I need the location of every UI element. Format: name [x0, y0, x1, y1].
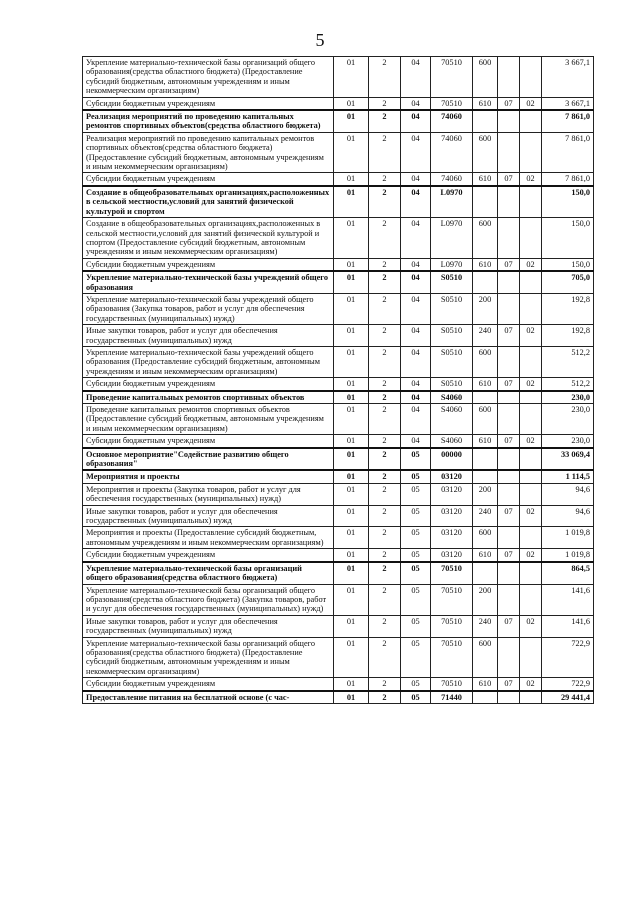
- code-cell: 02: [520, 97, 542, 110]
- code-cell: [498, 527, 520, 549]
- table-row: [83, 346, 594, 377]
- code-cell: L0970: [431, 258, 473, 271]
- code-cell: S0510: [431, 293, 473, 324]
- code-cell: 70510: [431, 57, 473, 98]
- code-cell: 2: [369, 57, 401, 98]
- amount-cell: 7 861,0: [542, 110, 594, 132]
- code-cell: 2: [369, 505, 401, 527]
- table-row: [83, 293, 594, 324]
- table-row: [83, 637, 594, 678]
- code-cell: 01: [334, 97, 369, 110]
- code-cell: [498, 391, 520, 404]
- code-cell: [498, 110, 520, 132]
- code-cell: 04: [401, 293, 431, 324]
- code-cell: 03120: [431, 505, 473, 527]
- code-cell: 01: [334, 110, 369, 132]
- code-cell: 01: [334, 448, 369, 471]
- code-cell: 01: [334, 505, 369, 527]
- code-cell: 07: [498, 549, 520, 562]
- code-cell: [520, 293, 542, 324]
- code-cell: 01: [334, 584, 369, 615]
- table-row: [83, 615, 594, 637]
- amount-cell: 1 114,5: [542, 470, 594, 483]
- code-cell: 2: [369, 584, 401, 615]
- code-cell: 02: [520, 615, 542, 637]
- code-cell: 2: [369, 110, 401, 132]
- table-row: [83, 448, 594, 471]
- code-cell: 01: [334, 562, 369, 584]
- code-cell: [498, 218, 520, 259]
- code-cell: [520, 527, 542, 549]
- code-cell: 74060: [431, 173, 473, 186]
- code-cell: 02: [520, 435, 542, 448]
- code-cell: 07: [498, 97, 520, 110]
- code-cell: 04: [401, 186, 431, 218]
- amount-cell: 722,9: [542, 637, 594, 678]
- amount-cell: 150,0: [542, 186, 594, 218]
- amount-cell: 1 019,8: [542, 549, 594, 562]
- code-cell: 01: [334, 378, 369, 391]
- amount-cell: 230,0: [542, 404, 594, 435]
- amount-cell: 192,8: [542, 293, 594, 324]
- row-name-cell: Иные закупки товаров, работ и услуг для обеспечения государственных (муниципальных) нужд: [83, 325, 334, 347]
- code-cell: 04: [401, 173, 431, 186]
- code-cell: [520, 186, 542, 218]
- code-cell: 70510: [431, 562, 473, 584]
- code-cell: [520, 637, 542, 678]
- code-cell: 2: [369, 615, 401, 637]
- code-cell: 01: [334, 346, 369, 377]
- table-row: [83, 186, 594, 218]
- table-row: [83, 562, 594, 584]
- code-cell: 600: [473, 132, 498, 173]
- code-cell: [520, 562, 542, 584]
- amount-cell: 7 861,0: [542, 132, 594, 173]
- code-cell: 07: [498, 505, 520, 527]
- code-cell: 07: [498, 325, 520, 347]
- budget-table: [82, 56, 594, 704]
- row-name-cell: Субсидии бюджетным учреждениям: [83, 678, 334, 691]
- code-cell: 04: [401, 57, 431, 98]
- code-cell: [520, 448, 542, 471]
- code-cell: [520, 584, 542, 615]
- amount-cell: 705,0: [542, 271, 594, 293]
- code-cell: 600: [473, 637, 498, 678]
- code-cell: 07: [498, 173, 520, 186]
- code-cell: 01: [334, 691, 369, 704]
- code-cell: S4060: [431, 435, 473, 448]
- code-cell: 07: [498, 615, 520, 637]
- code-cell: [498, 186, 520, 218]
- code-cell: S4060: [431, 391, 473, 404]
- code-cell: 2: [369, 378, 401, 391]
- code-cell: 2: [369, 271, 401, 293]
- code-cell: 03120: [431, 549, 473, 562]
- code-cell: [498, 584, 520, 615]
- code-cell: 610: [473, 678, 498, 691]
- code-cell: [473, 562, 498, 584]
- code-cell: [498, 637, 520, 678]
- row-name-cell: Иные закупки товаров, работ и услуг для обеспечения государственных (муниципальных) нужд: [83, 615, 334, 637]
- code-cell: 600: [473, 218, 498, 259]
- code-cell: 03120: [431, 470, 473, 483]
- code-cell: 01: [334, 186, 369, 218]
- row-name-cell: Предоставление питания на бесплатной основе (с час-: [83, 691, 334, 704]
- code-cell: 200: [473, 584, 498, 615]
- code-cell: 02: [520, 549, 542, 562]
- code-cell: 04: [401, 404, 431, 435]
- code-cell: 2: [369, 527, 401, 549]
- table-row: [83, 110, 594, 132]
- code-cell: [520, 271, 542, 293]
- amount-cell: 512,2: [542, 346, 594, 377]
- code-cell: [520, 110, 542, 132]
- code-cell: 600: [473, 346, 498, 377]
- code-cell: 01: [334, 293, 369, 324]
- code-cell: [473, 186, 498, 218]
- code-cell: 2: [369, 678, 401, 691]
- code-cell: [498, 470, 520, 483]
- code-cell: 74060: [431, 132, 473, 173]
- table-row: [83, 218, 594, 259]
- code-cell: 01: [334, 258, 369, 271]
- code-cell: 07: [498, 678, 520, 691]
- code-cell: 2: [369, 391, 401, 404]
- code-cell: 05: [401, 691, 431, 704]
- code-cell: S4060: [431, 404, 473, 435]
- code-cell: 04: [401, 271, 431, 293]
- code-cell: 2: [369, 173, 401, 186]
- code-cell: [498, 132, 520, 173]
- amount-cell: 1 019,8: [542, 527, 594, 549]
- code-cell: 02: [520, 325, 542, 347]
- code-cell: 2: [369, 404, 401, 435]
- code-cell: 01: [334, 57, 369, 98]
- code-cell: [520, 346, 542, 377]
- table-row: [83, 470, 594, 483]
- code-cell: 03120: [431, 483, 473, 505]
- code-cell: [520, 691, 542, 704]
- row-name-cell: Укрепление материально-технической базы организаций общего образования(средства областного бюджета) (Предоставление субсидий бюджетным, автономным учреждениям и иным некоммерческим организациям): [83, 637, 334, 678]
- code-cell: 05: [401, 527, 431, 549]
- code-cell: [498, 562, 520, 584]
- code-cell: 01: [334, 435, 369, 448]
- code-cell: 2: [369, 448, 401, 471]
- code-cell: 01: [334, 637, 369, 678]
- amount-cell: 29 441,4: [542, 691, 594, 704]
- code-cell: [520, 57, 542, 98]
- code-cell: [498, 691, 520, 704]
- code-cell: 70510: [431, 637, 473, 678]
- table-row: [83, 258, 594, 271]
- row-name-cell: Укрепление материально-технической базы организаций общего образования(средства областного бюджета): [83, 562, 334, 584]
- row-name-cell: Создание в общеобразовательных организациях,расположенных в сельской местности,условий для занятий физической культурой и спортом: [83, 186, 334, 218]
- table-row: [83, 483, 594, 505]
- code-cell: [473, 448, 498, 471]
- code-cell: 01: [334, 271, 369, 293]
- code-cell: 01: [334, 173, 369, 186]
- table-body: [83, 57, 594, 704]
- code-cell: 2: [369, 549, 401, 562]
- amount-cell: 94,6: [542, 505, 594, 527]
- code-cell: 01: [334, 218, 369, 259]
- code-cell: [520, 404, 542, 435]
- code-cell: [520, 218, 542, 259]
- code-cell: [498, 404, 520, 435]
- code-cell: 2: [369, 325, 401, 347]
- table-row: [83, 97, 594, 110]
- code-cell: 2: [369, 293, 401, 324]
- code-cell: [473, 470, 498, 483]
- table-row: [83, 132, 594, 173]
- code-cell: [473, 691, 498, 704]
- code-cell: 01: [334, 404, 369, 435]
- amount-cell: 192,8: [542, 325, 594, 347]
- page-number: 5: [315, 30, 325, 50]
- table-row: [83, 271, 594, 293]
- row-name-cell: Мероприятия и проекты (Предоставление субсидий бюджетным, автономным учреждениям и иным некоммерческим организациям): [83, 527, 334, 549]
- code-cell: 04: [401, 110, 431, 132]
- code-cell: [473, 391, 498, 404]
- code-cell: 2: [369, 218, 401, 259]
- row-name-cell: Субсидии бюджетным учреждениям: [83, 435, 334, 448]
- code-cell: 2: [369, 258, 401, 271]
- amount-cell: 3 667,1: [542, 97, 594, 110]
- code-cell: 05: [401, 505, 431, 527]
- code-cell: 2: [369, 186, 401, 218]
- code-cell: 2: [369, 346, 401, 377]
- row-name-cell: Реализация мероприятий по проведению капитальных ремонтов спортивных объектов(средства областного бюджета): [83, 110, 334, 132]
- code-cell: 04: [401, 435, 431, 448]
- code-cell: 610: [473, 435, 498, 448]
- row-name-cell: Субсидии бюджетным учреждениям: [83, 549, 334, 562]
- code-cell: 05: [401, 615, 431, 637]
- code-cell: 2: [369, 132, 401, 173]
- code-cell: 04: [401, 378, 431, 391]
- code-cell: 01: [334, 678, 369, 691]
- code-cell: [473, 271, 498, 293]
- table-row: [83, 505, 594, 527]
- code-cell: [498, 346, 520, 377]
- code-cell: L0970: [431, 218, 473, 259]
- row-name-cell: Мероприятия и проекты (Закупка товаров, работ и услуг для обеспечения государственных (муниципальных) нужд): [83, 483, 334, 505]
- code-cell: 05: [401, 483, 431, 505]
- code-cell: 2: [369, 483, 401, 505]
- code-cell: 600: [473, 57, 498, 98]
- row-name-cell: Укрепление материально-технической базы учреждений общего образования: [83, 271, 334, 293]
- table-row: [83, 173, 594, 186]
- table-row: [83, 404, 594, 435]
- code-cell: 200: [473, 293, 498, 324]
- code-cell: 2: [369, 470, 401, 483]
- amount-cell: 141,6: [542, 615, 594, 637]
- code-cell: 600: [473, 527, 498, 549]
- table-row: [83, 378, 594, 391]
- code-cell: 04: [401, 346, 431, 377]
- code-cell: 2: [369, 691, 401, 704]
- code-cell: 200: [473, 483, 498, 505]
- code-cell: [520, 483, 542, 505]
- code-cell: 71440: [431, 691, 473, 704]
- code-cell: 05: [401, 549, 431, 562]
- code-cell: 240: [473, 615, 498, 637]
- code-cell: 2: [369, 562, 401, 584]
- amount-cell: 150,0: [542, 218, 594, 259]
- amount-cell: 141,6: [542, 584, 594, 615]
- row-name-cell: Укрепление материально-технической базы учреждений общего образования (Закупка товаров, работ и услуг для обеспечения государственных (муниципальных) нужд): [83, 293, 334, 324]
- code-cell: 600: [473, 404, 498, 435]
- code-cell: 70510: [431, 678, 473, 691]
- row-name-cell: Укрепление материально-технической базы организаций общего образования(средства областного бюджета) (Предоставление субсидий бюджетным, автономным учреждениям и иным некоммерческим организациям): [83, 57, 334, 98]
- row-name-cell: Создание в общеобразовательных организациях,расположенных в сельской местности,условий для занятий физической культурой и спортом (Предоставление субсидий бюджетным, автономным учреждениям и иным некоммерческим организациям): [83, 218, 334, 259]
- row-name-cell: Мероприятия и проекты: [83, 470, 334, 483]
- code-cell: [473, 110, 498, 132]
- code-cell: 04: [401, 325, 431, 347]
- code-cell: 01: [334, 615, 369, 637]
- amount-cell: 722,9: [542, 678, 594, 691]
- table-row: [83, 549, 594, 562]
- code-cell: 2: [369, 97, 401, 110]
- code-cell: 03120: [431, 527, 473, 549]
- code-cell: [498, 483, 520, 505]
- code-cell: 01: [334, 391, 369, 404]
- row-name-cell: Проведение капитальных ремонтов спортивных объектов: [83, 391, 334, 404]
- row-name-cell: Реализация мероприятий по проведению капитальных ремонтов спортивных объектов(средства областного бюджета) (Предоставление субсидий бюджетным, автономным учреждениям и иным некоммерческим организациям): [83, 132, 334, 173]
- table-row: [83, 391, 594, 404]
- row-name-cell: Субсидии бюджетным учреждениям: [83, 378, 334, 391]
- code-cell: 05: [401, 448, 431, 471]
- code-cell: 04: [401, 218, 431, 259]
- code-cell: 70510: [431, 615, 473, 637]
- code-cell: [498, 293, 520, 324]
- code-cell: [520, 132, 542, 173]
- code-cell: 07: [498, 378, 520, 391]
- code-cell: 610: [473, 378, 498, 391]
- code-cell: 01: [334, 549, 369, 562]
- code-cell: 240: [473, 325, 498, 347]
- code-cell: [498, 448, 520, 471]
- row-name-cell: Основное мероприятие"Содействие развитию общего образования": [83, 448, 334, 471]
- code-cell: [498, 271, 520, 293]
- table-row: [83, 584, 594, 615]
- code-cell: 70510: [431, 97, 473, 110]
- code-cell: [520, 470, 542, 483]
- code-cell: 01: [334, 132, 369, 173]
- code-cell: 04: [401, 132, 431, 173]
- code-cell: 610: [473, 549, 498, 562]
- code-cell: 610: [473, 173, 498, 186]
- row-name-cell: Проведение капитальных ремонтов спортивных объектов (Предоставление субсидий бюджетным, автономным учреждениям и иным некоммерческим организациям): [83, 404, 334, 435]
- row-name-cell: Укрепление материально-технической базы организаций общего образования(средства областного бюджета) (Закупка товаров, работ и услуг для обеспечения государственных (муниципальных) нужд): [83, 584, 334, 615]
- code-cell: 01: [334, 527, 369, 549]
- code-cell: 01: [334, 483, 369, 505]
- amount-cell: 3 667,1: [542, 57, 594, 98]
- code-cell: 07: [498, 435, 520, 448]
- code-cell: S0510: [431, 346, 473, 377]
- code-cell: 04: [401, 97, 431, 110]
- amount-cell: 512,2: [542, 378, 594, 391]
- code-cell: 01: [334, 470, 369, 483]
- table-row: [83, 678, 594, 691]
- code-cell: 74060: [431, 110, 473, 132]
- table-row: [83, 527, 594, 549]
- code-cell: 07: [498, 258, 520, 271]
- code-cell: L0970: [431, 186, 473, 218]
- table-row: [83, 691, 594, 704]
- code-cell: [520, 391, 542, 404]
- code-cell: 02: [520, 505, 542, 527]
- amount-cell: 864,5: [542, 562, 594, 584]
- amount-cell: 7 861,0: [542, 173, 594, 186]
- code-cell: 04: [401, 258, 431, 271]
- row-name-cell: Субсидии бюджетным учреждениям: [83, 97, 334, 110]
- row-name-cell: Укрепление материально-технической базы учреждений общего образования (Предоставление субсидий бюджетным, автономным учреждениям и иным некоммерческим организациям): [83, 346, 334, 377]
- amount-cell: 230,0: [542, 391, 594, 404]
- code-cell: 70510: [431, 584, 473, 615]
- code-cell: 2: [369, 637, 401, 678]
- row-name-cell: Субсидии бюджетным учреждениям: [83, 258, 334, 271]
- code-cell: 02: [520, 378, 542, 391]
- code-cell: 2: [369, 435, 401, 448]
- code-cell: 610: [473, 258, 498, 271]
- table-row: [83, 325, 594, 347]
- code-cell: S0510: [431, 325, 473, 347]
- code-cell: S0510: [431, 378, 473, 391]
- code-cell: 02: [520, 258, 542, 271]
- code-cell: 05: [401, 470, 431, 483]
- table-row: [83, 57, 594, 98]
- code-cell: 05: [401, 562, 431, 584]
- code-cell: 05: [401, 637, 431, 678]
- code-cell: 01: [334, 325, 369, 347]
- amount-cell: 150,0: [542, 258, 594, 271]
- table-row: [83, 435, 594, 448]
- code-cell: [498, 57, 520, 98]
- code-cell: 02: [520, 678, 542, 691]
- code-cell: S0510: [431, 271, 473, 293]
- code-cell: 610: [473, 97, 498, 110]
- row-name-cell: Субсидии бюджетным учреждениям: [83, 173, 334, 186]
- row-name-cell: Иные закупки товаров, работ и услуг для обеспечения государственных (муниципальных) нужд: [83, 505, 334, 527]
- amount-cell: 33 069,4: [542, 448, 594, 471]
- amount-cell: 230,0: [542, 435, 594, 448]
- code-cell: 240: [473, 505, 498, 527]
- code-cell: 05: [401, 584, 431, 615]
- code-cell: 02: [520, 173, 542, 186]
- code-cell: 05: [401, 678, 431, 691]
- code-cell: 00000: [431, 448, 473, 471]
- amount-cell: 94,6: [542, 483, 594, 505]
- code-cell: 04: [401, 391, 431, 404]
